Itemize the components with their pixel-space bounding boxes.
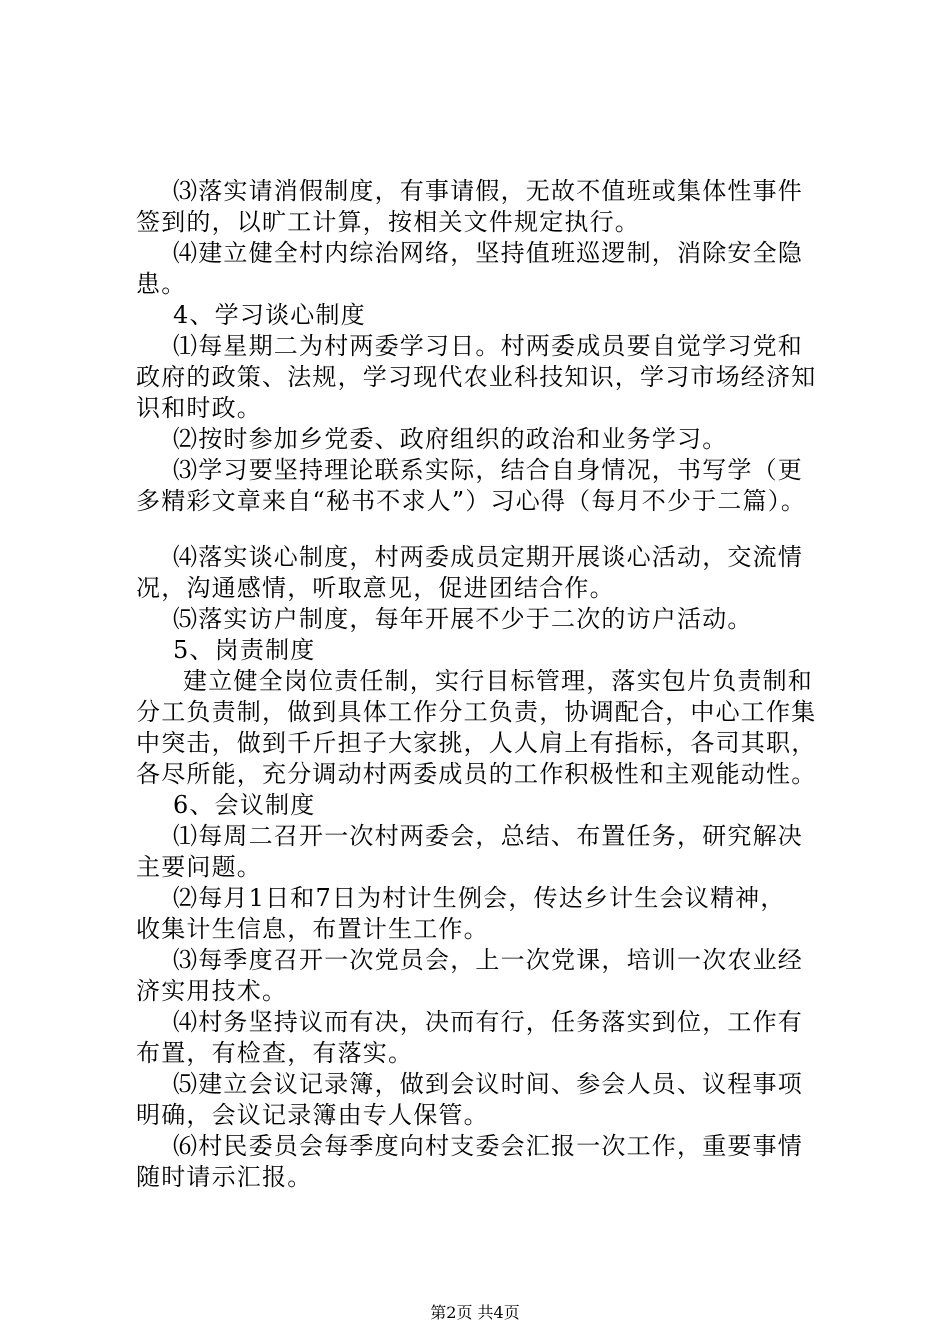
text-line: ⑹村民委员会每季度向村支委会汇报一次工作，重要事情: [173, 1132, 803, 1160]
text-line: ⑷建立健全村内综治网络，坚持值班巡逻制，消除安全隐: [173, 239, 803, 267]
text-line: 患。: [136, 270, 187, 298]
text-line: 明确，会议记录簿由专人保管。: [136, 1101, 489, 1129]
section-heading: 4、学习谈心制度: [173, 301, 366, 329]
text-line: ⑶落实请消假制度，有事请假，无故不值班或集体性事件: [173, 177, 803, 205]
section-heading: 6、会议制度: [173, 791, 316, 819]
text-line: 主要问题。: [136, 853, 262, 881]
text-line: 况，沟通感情，听取意见，促进团结合作。: [136, 574, 615, 602]
text-line: ⑸建立会议记录簿，做到会议时间、参会人员、议程事项: [173, 1070, 803, 1098]
text-line: 识和时政。: [136, 394, 262, 422]
text-line: 各尽所能，充分调动村两委成员的工作积极性和主观能动性。: [136, 760, 817, 788]
text-line: 分工负责制，做到具体工作分工负责，协调配合，中心工作集: [136, 698, 817, 726]
text-line: 中突击，做到千斤担子大家挑，人人肩上有指标，各司其职，: [136, 729, 817, 757]
text-line: ⑴每星期二为村两委学习日。村两委成员要自觉学习党和: [173, 332, 803, 360]
text-line: 布置，有检查，有落实。: [136, 1039, 414, 1067]
text-line: 多精彩文章来自“秘书不求人”）习心得（每月不少于二篇）。: [136, 487, 807, 515]
text-line: 济实用技术。: [136, 977, 288, 1005]
text-line: ⑸落实访户制度，每年开展不少于二次的访户活动。: [173, 605, 753, 633]
text-line: 政府的政策、法规，学习现代农业科技知识，学习市场经济知: [136, 363, 817, 391]
text-line: 建立健全岗位责任制，实行目标管理，落实包片负责制和: [183, 667, 813, 695]
text-line: 随时请示汇报。: [136, 1163, 313, 1191]
text-line: ⑴每周二召开一次村两委会，总结、布置任务，研究解决: [173, 822, 803, 850]
text-line: ⑷落实谈心制度，村两委成员定期开展谈心活动，交流情: [173, 543, 803, 571]
text-line: 签到的，以旷工计算，按相关文件规定执行。: [136, 208, 640, 236]
text-line: ⑵每月1日和7日为村计生例会，传达乡计生会议精神，: [173, 884, 786, 912]
section-heading: 5、岗责制度: [173, 636, 316, 664]
page-number: 第2页 共4页: [430, 1303, 520, 1322]
text-line: ⑶学习要坚持理论联系实际，结合自身情况，书写学（更: [173, 456, 803, 484]
text-line: ⑶每季度召开一次党员会，上一次党课，培训一次农业经: [173, 946, 803, 974]
text-line: 收集计生信息，布置计生工作。: [136, 915, 489, 943]
text-line: ⑵按时参加乡党委、政府组织的政治和业务学习。: [173, 425, 728, 453]
text-line: ⑷村务坚持议而有决，决而有行，任务落实到位，工作有: [173, 1008, 803, 1036]
